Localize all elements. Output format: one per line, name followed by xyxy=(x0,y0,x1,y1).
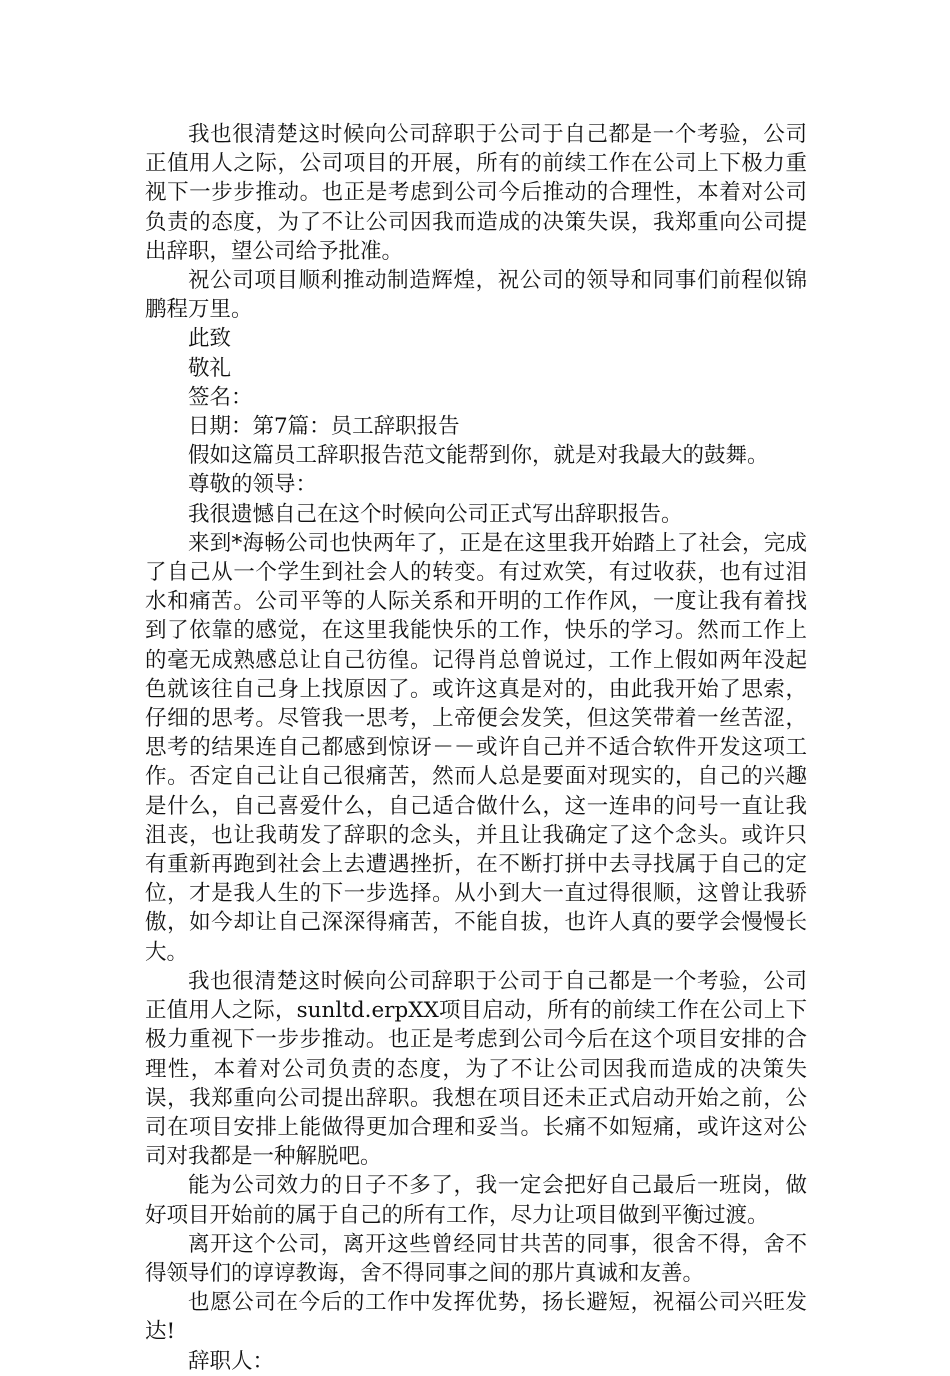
paragraph-regret: 我很遗憾自己在这个时候向公司正式写出辞职报告。 xyxy=(188,501,683,527)
paragraph-intro-note: 假如这篇员工辞职报告范文能帮到你，就是对我最大的鼓舞。 xyxy=(188,443,769,469)
date-line-and-section-title: 日期：第7篇：员工辞职报告 xyxy=(188,414,460,440)
salutation: 尊敬的领导： xyxy=(188,472,318,498)
paragraph-wishes: 祝公司项目顺利推动制造辉煌，祝公司的领导和同事们前程似锦鹏程万里。 xyxy=(145,268,807,323)
paragraph-farewell: 离开这个公司，离开这些曾经同甘共苦的同事，很舍不得，舍不得领导们的谆谆教诲，舍不得同事之间的那片真诚和友善。 xyxy=(145,1231,807,1286)
closing-jingli: 敬礼 xyxy=(188,355,232,381)
paragraph-resignation-reason: 我也很清楚这时候向公司辞职于公司于自己都是一个考验，公司正值用人之际，公司项目的开展，所有的前续工作在公司上下极力重视下一步步推动。也正是考虑到公司今后推动的合理性，本着对公司负责的态度，为了不让公司因我而造成的决策失误，我郑重向公司提出辞职，望公司给予批准。 xyxy=(145,122,807,264)
signature-line: 签名： xyxy=(188,384,253,410)
paragraph-blessing: 也愿公司在今后的工作中发挥优势，扬长避短，祝福公司兴旺发达! xyxy=(145,1290,807,1345)
closing-cizhi: 此致 xyxy=(188,326,232,352)
document-body xyxy=(145,120,807,1376)
paragraph-project-timing: 我也很清楚这时候向公司辞职于公司于自己都是一个考验，公司正值用人之际，sunltd.erpXX项目启动，所有的前续工作在公司上下极力重视下一步步推动。也正是考虑到公司今后在这个项目安排的合理性，本着对公司负责的态度，为了不让公司因我而造成的决策失误，我郑重向公司提出辞职。我想在项目还未正式启动开始之前，公司在项目安排上能做得更加合理和妥当。长痛不如短痛，或许这对公司对我都是一种解脱吧。 xyxy=(145,968,807,1170)
paragraph-handover: 能为公司效力的日子不多了，我一定会把好自己最后一班岗，做好项目开始前的属于自己的所有工作，尽力让项目做到平衡过渡。 xyxy=(145,1173,807,1228)
paragraph-experience: 来到*海畅公司也快两年了，正是在这里我开始踏上了社会，完成了自己从一个学生到社会人的转变。有过欢笑，有过收获，也有过泪水和痛苦。公司平等的人际关系和开明的工作作风，一度让我有着找到了依靠的感觉，在这里我能快乐的工作，快乐的学习。然而工作上的毫无成熟感总让自己彷徨。记得肖总曾说过，工作上假如两年没起色就该往自己身上找原因了。或许这真是对的，由此我开始了思索，仔细的思考。尽管我一思考，上帝便会发笑，但这笑带着一丝苦涩，思考的结果连自己都感到惊讶－－或许自己并不适合软件开发这项工作。否定自己让自己很痛苦，然而人总是要面对现实的，自己的兴趣是什么，自己喜爱什么，自己适合做什么，这一连串的问号一直让我沮丧，也让我萌发了辞职的念头，并且让我确定了这个念头。或许只有重新再跑到社会上去遭遇挫折，在不断打拼中去寻找属于自己的定位，才是我人生的下一步选择。从小到大一直过得很顺，这曾让我骄傲，如今却让自己深深得痛苦，不能自拔，也许人真的要学会慢慢长大。 xyxy=(145,530,807,965)
resigner-line: 辞职人： xyxy=(188,1348,275,1374)
